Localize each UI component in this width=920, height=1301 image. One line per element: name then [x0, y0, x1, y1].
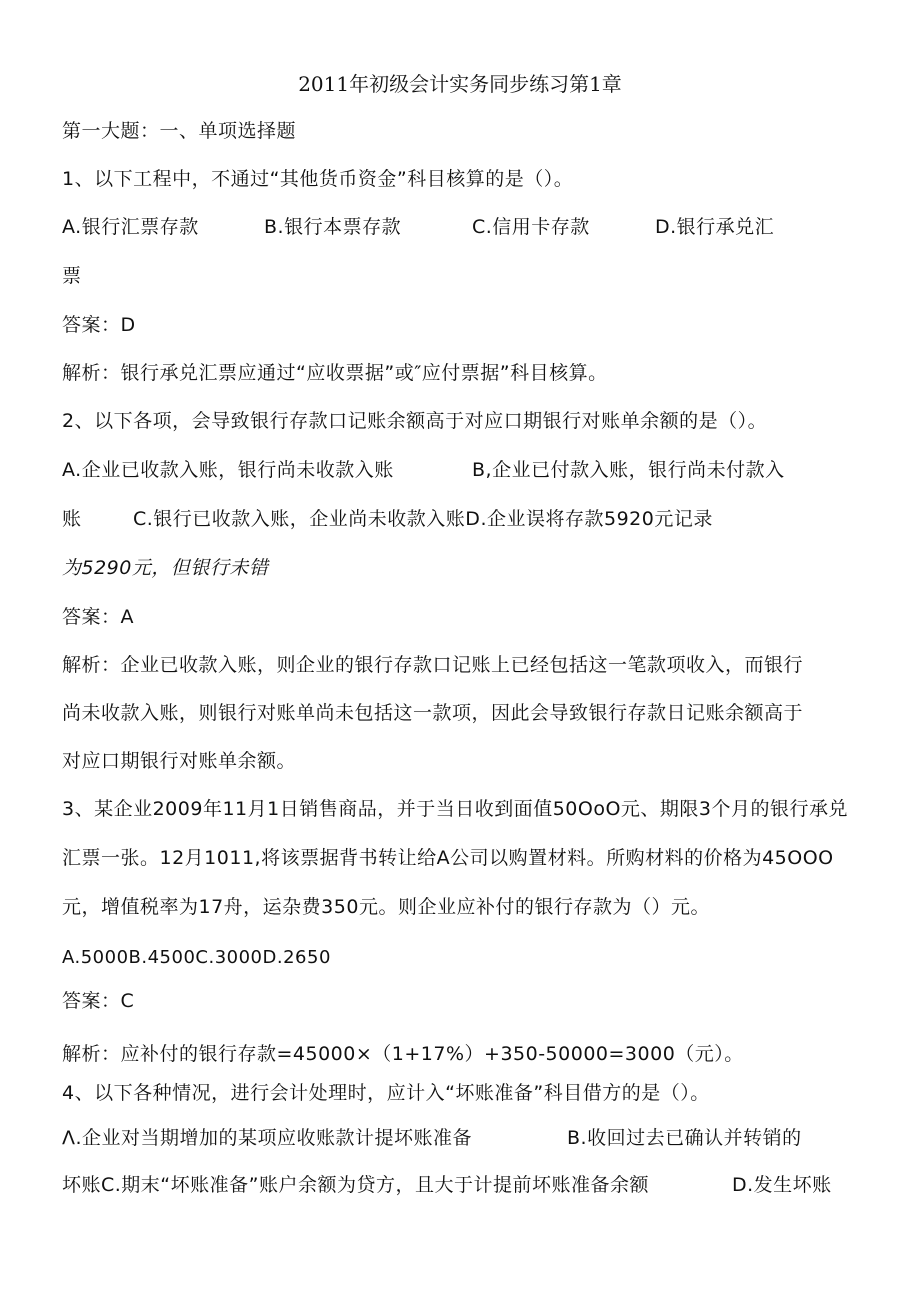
question-4-option-c: 坏账C.期末“坏账准备”账户余额为贷方，且大于计提前坏账准备余额 — [62, 1174, 649, 1196]
question-1-option-b: B.银行本票存款 — [264, 216, 402, 238]
question-3-analysis: 解析：应补付的银行存款=45000×（1+17%）+350-50000=3000（元）。 — [62, 1043, 744, 1065]
question-1-option-a: A.银行汇票存款 — [62, 216, 199, 238]
question-1-option-d-cont: 票 — [62, 265, 82, 287]
question-1-stem: 1、以下工程中，不通过“其他货币资金”科目核算的是（）。 — [62, 168, 574, 190]
question-2-analysis-line-3: 对应口期银行对账单余额。 — [62, 750, 297, 772]
question-2-analysis-line-1: 解析：企业已收款入账，则企业的银行存款口记账上已经包括这一笔款项收入，而银行 — [62, 654, 804, 676]
question-2-option-b: B,企业已付款入账，银行尚未付款入 — [472, 459, 785, 481]
question-1-option-d: D.银行承兑汇 — [655, 216, 775, 238]
question-2-stem: 2、以下各项，会导致银行存款口记账余额高于对应口期银行对账单余额的是（）。 — [62, 410, 768, 432]
question-3-stem-line-1: 3、某企业2009年11月1日销售商品，并于当日收到面值50OoO元、期限3个月的银行承兑 — [62, 798, 849, 820]
page-title: 2011年初级会计实务同步练习第1章 — [298, 72, 622, 96]
question-4-stem: 4、以下各种情况，进行会计处理时，应计入“坏账准备”科目借方的是（）。 — [62, 1082, 710, 1104]
question-1-option-c: C.信用卡存款 — [472, 216, 590, 238]
question-3-stem-line-3: 元，增值税率为17舟，运杂费350元。则企业应补付的银行存款为（）元。 — [62, 896, 710, 918]
question-1-analysis: 解析：银行承兑汇票应通过“应收票据”或″应付票据”科目核算。 — [62, 362, 608, 384]
question-4-option-b: B.收回过去已确认并转销的 — [567, 1127, 802, 1149]
question-1-answer: 答案：D — [62, 314, 136, 336]
question-2-answer: 答案：A — [62, 606, 134, 628]
question-2-option-c-d: C.银行已收款入账，企业尚未收款入账D.企业误将存款5920元记录 — [133, 508, 713, 530]
question-3-answer: 答案：C — [62, 990, 135, 1012]
question-2-option-d-cont: 为5290元，但银行未错 — [62, 557, 269, 579]
question-3-stem-line-2: 汇票一张。12月1011,将该票据背书转让给A公司以购置材料。所购材料的价格为45OOO — [62, 847, 834, 869]
question-2-option-a: A.企业已收款入账，银行尚未收款入账 — [62, 459, 394, 481]
question-4-option-a: Λ.企业对当期增加的某项应收账款计提坏账准备 — [62, 1127, 473, 1149]
section-heading: 第一大题：一、单项选择题 — [62, 120, 297, 142]
question-2-option-b-cont: 账 — [62, 508, 82, 530]
question-3-options: A.5000B.4500C.3000D.2650 — [62, 947, 331, 968]
question-4-option-d: D.发生坏账 — [732, 1174, 832, 1196]
question-2-analysis-line-2: 尚未收款入账，则银行对账单尚未包括这一款项，因此会导致银行存款日记账余额高于 — [62, 702, 804, 724]
